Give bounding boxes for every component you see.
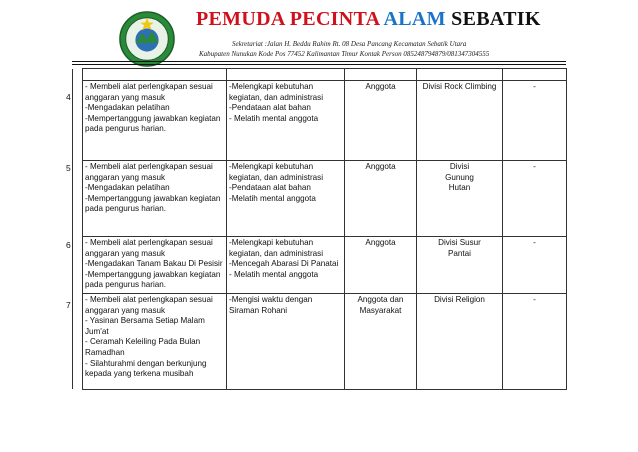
cell-line: Divisi Susur [438,238,481,247]
cell-line: -Mengadakan pelatihan [85,183,170,193]
row-number: 5 [66,163,71,173]
table-cell [417,81,503,161]
cell-line: - Melatih mental anggota [229,113,319,123]
table-cell [345,161,417,237]
table-cell [83,237,227,294]
cell-line: -Mempertanggung jawabkan kegiatan pada pengurus harian. [85,113,221,134]
table-cell [227,69,345,81]
address-line: Kabupaten Nunukan Kode Pos 77452 Kalimantan Timur Kontak Person 085248794879/081347304555 [199,50,490,58]
cell-line: - Membeli alat perlengkapan sesuai anggaran yang masuk [85,238,213,258]
cell-line: - Melatih mental anggota [229,269,319,279]
cell-line: Pantai [448,248,471,258]
cell-line: - Membeli alat perlengkapan sesuai anggaran yang masuk [85,294,213,315]
cell-line: Anggota [365,238,396,247]
cell-line: -Mempertanggung jawabkan kegiatan pada pengurus harian. [85,193,221,214]
table-cell [417,69,503,81]
table-cell [73,69,83,81]
table-cell [503,69,567,81]
table-cell [227,237,345,294]
row-number-cell [73,161,83,237]
cell-line: - Yasinan Bersama Setiap Malam Jum'at [85,316,205,336]
cell-line: Anggota [365,162,396,171]
cell-line: - Ceramah Keleiling Pada Bulan Ramadhan [85,337,201,357]
cell-line: - Membeli alat perlengkapan sesuai anggaran yang masuk [85,82,213,102]
cell-line: -Mempertanggung jawabkan kegiatan pada pengurus harian. [85,269,221,290]
organization-logo [118,10,176,68]
cell-line: Divisi Religion [434,294,485,304]
table-cell [503,293,567,389]
cell-line: -Mengisi waktu dengan Siraman Rohani [229,294,313,315]
cell-line: -Melengkapi kebutuhan kegiatan, dan administrasi [229,238,324,258]
table-cell [503,161,567,237]
table-cell [83,161,227,237]
table-cell [83,69,227,81]
table-row [73,161,567,237]
page-title: PEMUDA PECINTA ALAM SEBATIK [196,8,541,30]
row-number: 6 [66,240,71,250]
header-divider [72,64,566,65]
table-cell [503,81,567,161]
table-cell [227,81,345,161]
table-row [73,237,567,294]
cell-line: Gunung [445,172,474,182]
cell-line: Divisi [449,162,470,171]
table-cell [83,81,227,161]
cell-line: - Silahturahmi dengan berkunjung kepada yang terkena musibah [85,358,207,379]
cell-line: - Membeli alat perlengkapan sesuai anggaran yang masuk [85,162,213,182]
keterangan-value: - [533,294,536,304]
row-number-cell [73,81,83,161]
table-row [73,293,567,389]
cell-line: Hutan [448,183,471,193]
table-row [73,81,567,161]
address-line: Sekretariat :Jalan H. Beddu Rahim Rt. 08 Desa Pancang Kecamatan Sebatik Utara [232,40,467,48]
cell-line: -Mengadakan Tanam Bakau Di Pesisir [85,259,223,269]
table-cell [227,293,345,389]
table-spacer-row [73,69,567,81]
cell-line: -Mengadakan pelatihan [85,103,170,113]
cell-line: Masyarakat [359,305,402,315]
cell-line: -Mencegah Abarasi Di Panatai [229,259,339,269]
table-cell [345,81,417,161]
cell-line: Divisi Rock Climbing [422,82,497,91]
row-number-cell [73,293,83,389]
header-divider [72,61,566,62]
table-cell [345,69,417,81]
program-table [72,68,567,390]
keterangan-value: - [533,82,536,91]
cell-line: -Melatih mental anggota [229,193,316,203]
table-cell [345,237,417,294]
table-cell [417,161,503,237]
cell-line: -Pendataan alat bahan [229,183,311,193]
cell-line: Anggota [365,82,396,91]
cell-line: -Melengkapi kebutuhan kegiatan, dan administrasi [229,82,324,102]
keterangan-value: - [533,238,536,247]
row-number: 4 [66,92,71,102]
cell-line: -Melengkapi kebutuhan kegiatan, dan administrasi [229,162,324,182]
table-cell [227,161,345,237]
row-number: 7 [66,300,71,310]
table-cell [503,237,567,294]
cell-line: Anggota dan [357,294,404,304]
keterangan-value: - [533,162,536,171]
table-cell [345,293,417,389]
table-cell [417,237,503,294]
row-number-cell [73,237,83,294]
table-cell [83,293,227,389]
table-cell [417,293,503,389]
cell-line: -Pendataan alat bahan [229,103,311,113]
